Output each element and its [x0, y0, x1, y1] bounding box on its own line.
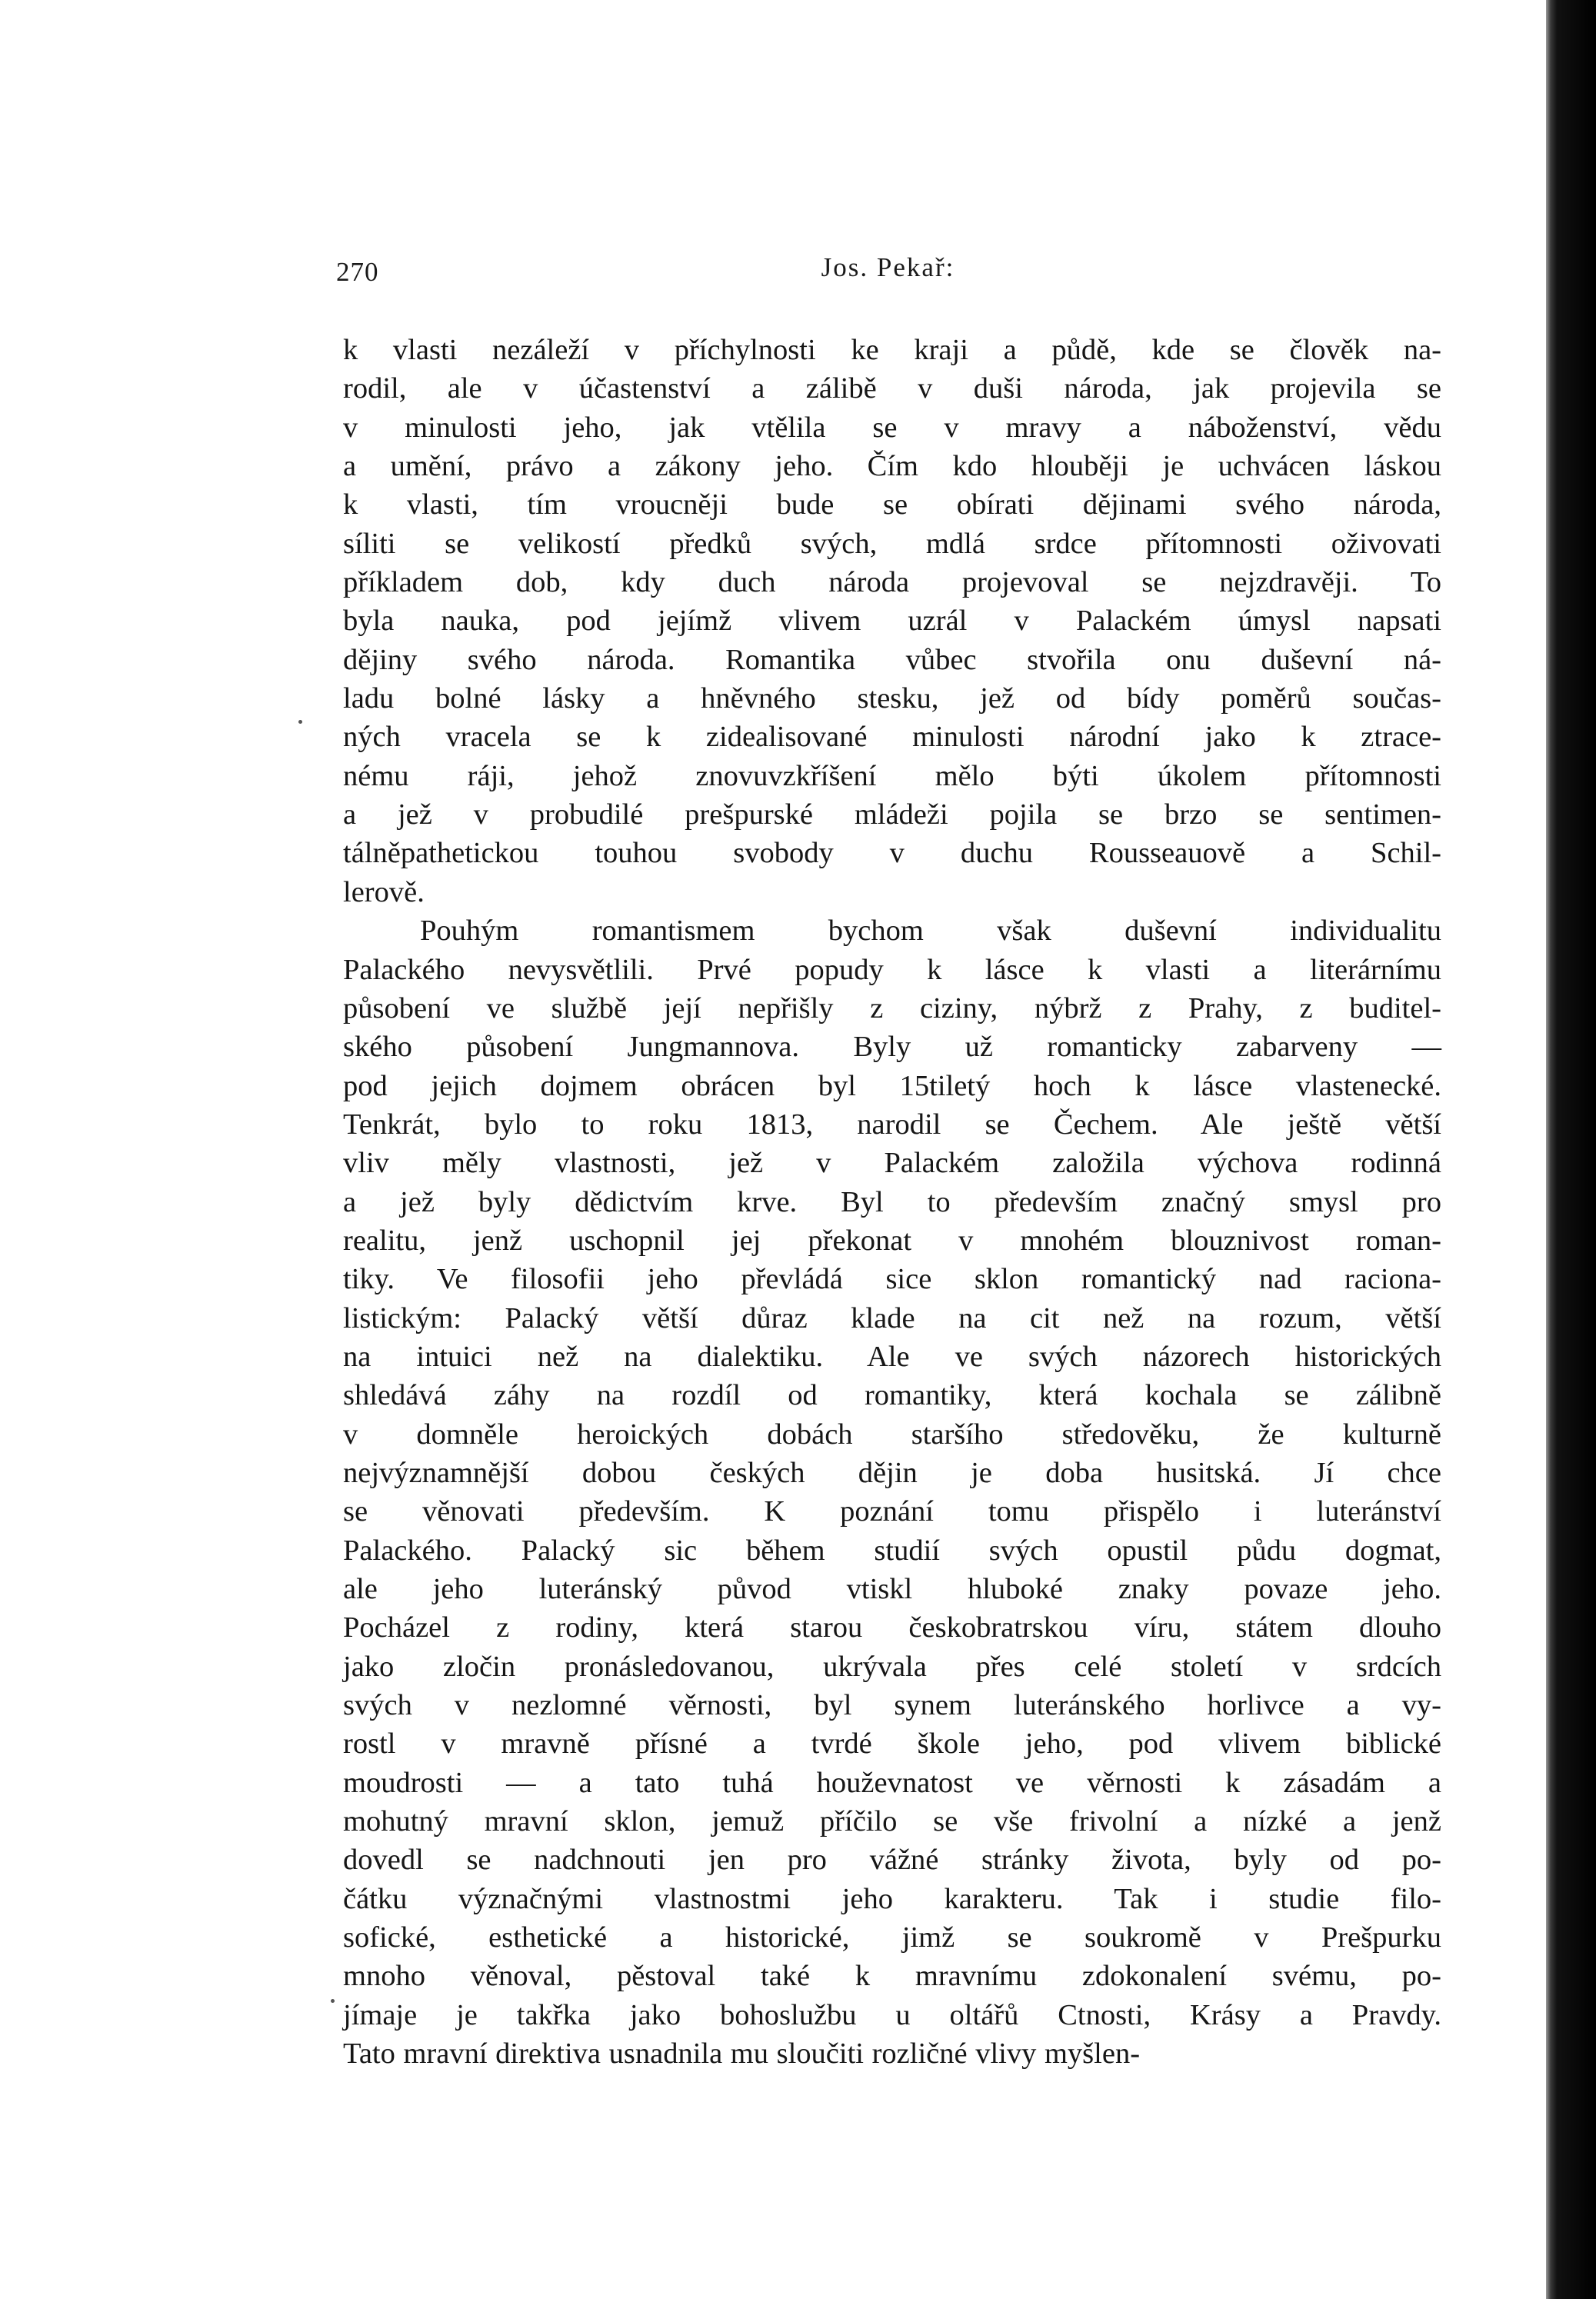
text-line: Palackého nevysvětlili. Prvé popudy k lásce k vlasti a literárnímu — [343, 953, 1441, 986]
text-line: svých v nezlomné věrnosti, byl synem luteránského horlivce a vy- — [343, 1689, 1441, 1722]
text-line: k vlasti nezáleží v příchylnosti ke kraji a půdě, kde se člověk na- — [343, 334, 1441, 366]
body-text — [343, 331, 1441, 2073]
text-line: Tato mravní direktiva usnadnila mu sloučiti rozličné vlivy myšlen- — [343, 2037, 1141, 2071]
text-line: v minulosti jeho, jak vtělila se v mravy a náboženství, vědu — [343, 411, 1441, 444]
running-title: Jos. Pekař: — [821, 252, 955, 282]
page-number: 270 — [336, 257, 379, 287]
text-line: sofické, esthetické a historické, jimž se soukromě v Prešpurku — [343, 1921, 1441, 1954]
text-line: ského působení Jungmannova. Byly už romanticky zabarveny — — [343, 1031, 1441, 1064]
text-line: Pouhým romantismem bychom však duševní individualitu — [420, 915, 1441, 948]
text-line: nejvýznamnější dobou českých dějin je doba husitská. Jí chce — [343, 1456, 1441, 1489]
text-line: dovedl se nadchnouti jen pro vážné stránky života, byly od po- — [343, 1844, 1441, 1877]
text-line: příkladem dob, kdy duch národa projevoval se nejzdravěji. To — [343, 566, 1441, 599]
text-line: byla nauka, pod jejímž vlivem uzrál v Palackém úmysl napsati — [343, 605, 1441, 638]
text-line: tálněpathetickou touhou svobody v duchu Rousseauově a Schil- — [343, 837, 1441, 870]
text-line: listickým: Palacký větší důraz klade na cit než na rozum, větší — [343, 1301, 1441, 1334]
print-speck — [331, 1999, 335, 2003]
text-line: Palackého. Palacký sic během studií svých opustil půdu dogmat, — [343, 1534, 1441, 1567]
text-line: Pocházel z rodiny, která starou českobratrskou víru, státem dlouho — [343, 1611, 1441, 1644]
text-line: mnoho věnoval, pěstoval také k mravnímu zdokonalení svému, po- — [343, 1960, 1441, 1993]
text-line: k vlasti, tím vroucněji bude se obírati dějinami svého národa, — [343, 488, 1441, 521]
text-line: a jež v probudilé prešpurské mládeži pojila se brzo se sentimen- — [343, 798, 1441, 831]
text-line: síliti se velikostí předků svých, mdlá srdce přítomnosti oživovati — [343, 527, 1441, 560]
text-line: rostl v mravně přísné a tvrdé škole jeho, pod vlivem biblické — [343, 1728, 1441, 1761]
text-line: moudrosti — a tato tuhá houževnatost ve věrnosti k zásadám a — [343, 1766, 1441, 1799]
book-spine-edge — [1546, 0, 1596, 2299]
text-line: tiky. Ve filosofii jeho převládá sice sklon romantický nad raciona- — [343, 1263, 1441, 1296]
print-speck — [298, 720, 302, 724]
text-line: jímaje je takřka jako bohoslužbu u oltářů Ctnosti, Krásy a Pravdy. — [343, 1998, 1441, 2031]
text-line: se věnovati především. K poznání tomu přispělo i luteránství — [343, 1495, 1441, 1528]
text-line: Tenkrát, bylo to roku 1813, narodil se Čechem. Ale ještě větší — [343, 1108, 1441, 1141]
text-line: ných vracela se k zidealisované minulosti národní jako k ztrace- — [343, 721, 1441, 754]
text-line: na intuici než na dialektiku. Ale ve svých názorech historických — [343, 1340, 1441, 1373]
text-line: vliv měly vlastnosti, jež v Palackém založila výchova rodinná — [343, 1147, 1441, 1180]
text-line: pod jejich dojmem obrácen byl 15tiletý hoch k lásce vlastenecké. — [343, 1069, 1441, 1102]
text-line: čátku význačnými vlastnostmi jeho karakteru. Tak i studie filo- — [343, 1882, 1441, 1915]
text-line: lerově. — [343, 875, 425, 908]
text-line: realitu, jenž uschopnil jej překonat v mnohém blouznivost roman- — [343, 1224, 1441, 1257]
text-line: shledává záhy na rozdíl od romantiky, která kochala se zálibně — [343, 1379, 1441, 1412]
paragraph — [343, 911, 1441, 2073]
text-line: v domněle heroických dobách staršího středověku, že kulturně — [343, 1418, 1441, 1451]
text-line: ale jeho luteránský původ vtiskl hluboké znaky povaze jeho. — [343, 1573, 1441, 1605]
text-line: a umění, právo a zákony jeho. Čím kdo hlouběji je uchvácen láskou — [343, 450, 1441, 483]
text-line: nému ráji, jehož znovuvzkříšení mělo býti úkolem přítomnosti — [343, 759, 1441, 792]
text-line: mohutný mravní sklon, jemuž příčilo se vše frivolní a nízké a jenž — [343, 1805, 1441, 1838]
text-line: a jež byly dědictvím krve. Byl to především značný smysl pro — [343, 1185, 1441, 1218]
text-line: působení ve službě její nepřišly z ciziny, nýbrž z Prahy, z buditel- — [343, 991, 1441, 1025]
text-line: rodil, ale v účastenství a zálibě v duši národa, jak projevila se — [343, 372, 1441, 405]
text-line: jako zločin pronásledovanou, ukrývala přes celé století v srdcích — [343, 1650, 1441, 1683]
text-line: ladu bolné lásky a hněvného stesku, jež od bídy poměrů součas- — [343, 682, 1441, 715]
running-head — [336, 252, 1440, 295]
text-line: dějiny svého národa. Romantika vůbec stvořila onu duševní ná- — [343, 643, 1441, 676]
paragraph — [343, 331, 1441, 911]
